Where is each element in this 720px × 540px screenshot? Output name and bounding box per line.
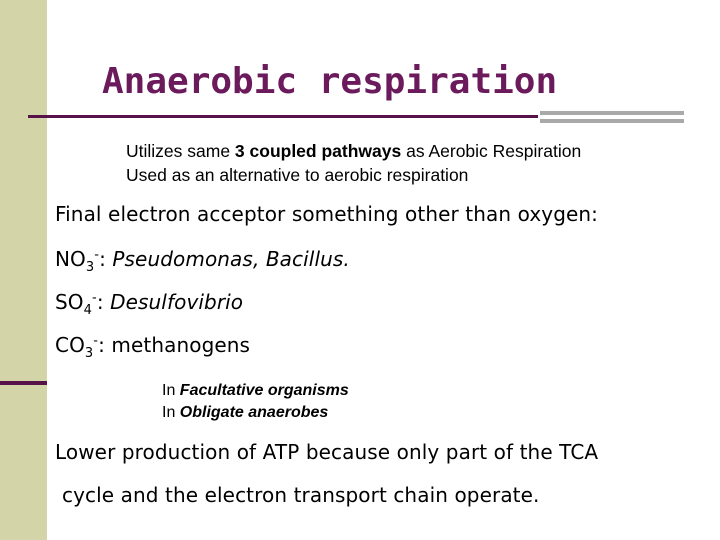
sidebar-accent-rule: [0, 381, 47, 385]
organism-type-obligate: [162, 403, 328, 423]
acceptor-nitrate: [55, 245, 350, 273]
intro-line1-suffix: as Aerobic Respiration: [401, 141, 582, 161]
conclusion-line-2: cycle and the electron transport chain operate.: [62, 483, 540, 507]
title-underline-gray-top: [540, 111, 684, 115]
organism-type-facultative-label: Facultative organisms: [179, 382, 349, 399]
left-sidebar-band: [0, 0, 47, 540]
intro-line1-prefix: Utilizes same: [126, 141, 235, 161]
acceptor-nitrate-separator: :: [99, 247, 113, 271]
acceptor-sulfate: [55, 288, 243, 316]
intro-line-alternative: Used as an alternative to aerobic respiration: [126, 165, 469, 185]
slide-title: Anaerobic respiration: [102, 61, 558, 102]
intro-line1-bold: 3 coupled pathways: [234, 141, 402, 161]
intro-line-pathways: [126, 140, 581, 162]
organism-type-obligate-prefix: In: [162, 404, 180, 421]
acceptor-sulfate-subscript: 4: [83, 303, 93, 318]
acceptor-carbonate: [55, 331, 250, 359]
acceptor-sulfate-organism: Desulfovibrio: [110, 290, 244, 314]
organism-type-facultative-prefix: In: [162, 382, 180, 399]
acceptor-nitrate-charge: -: [94, 247, 100, 263]
acceptor-carbonate-base: CO: [55, 333, 85, 357]
acceptor-nitrate-organism: Pseudomonas, Bacillus.: [112, 247, 350, 271]
title-underline-gray-bottom: [540, 119, 684, 123]
organism-type-facultative: [162, 381, 349, 401]
acceptor-sulfate-charge: -: [92, 290, 97, 306]
acceptor-sulfate-separator: :: [96, 290, 111, 314]
acceptor-heading: Final electron acceptor something other than oxygen:: [55, 202, 599, 226]
acceptor-carbonate-charge: -: [93, 333, 99, 349]
acceptor-sulfate-base: SO: [55, 290, 84, 314]
conclusion-line-1: Lower production of ATP because only part of the TCA: [55, 440, 599, 464]
acceptor-carbonate-subscript: 3: [84, 346, 94, 361]
acceptor-nitrate-subscript: 3: [85, 260, 95, 275]
acceptor-carbonate-organism: methanogens: [111, 333, 251, 357]
acceptor-nitrate-base: NO: [55, 247, 86, 271]
organism-type-obligate-label: Obligate anaerobes: [179, 404, 329, 421]
acceptor-carbonate-separator: :: [98, 333, 112, 357]
title-underline: [28, 115, 538, 118]
